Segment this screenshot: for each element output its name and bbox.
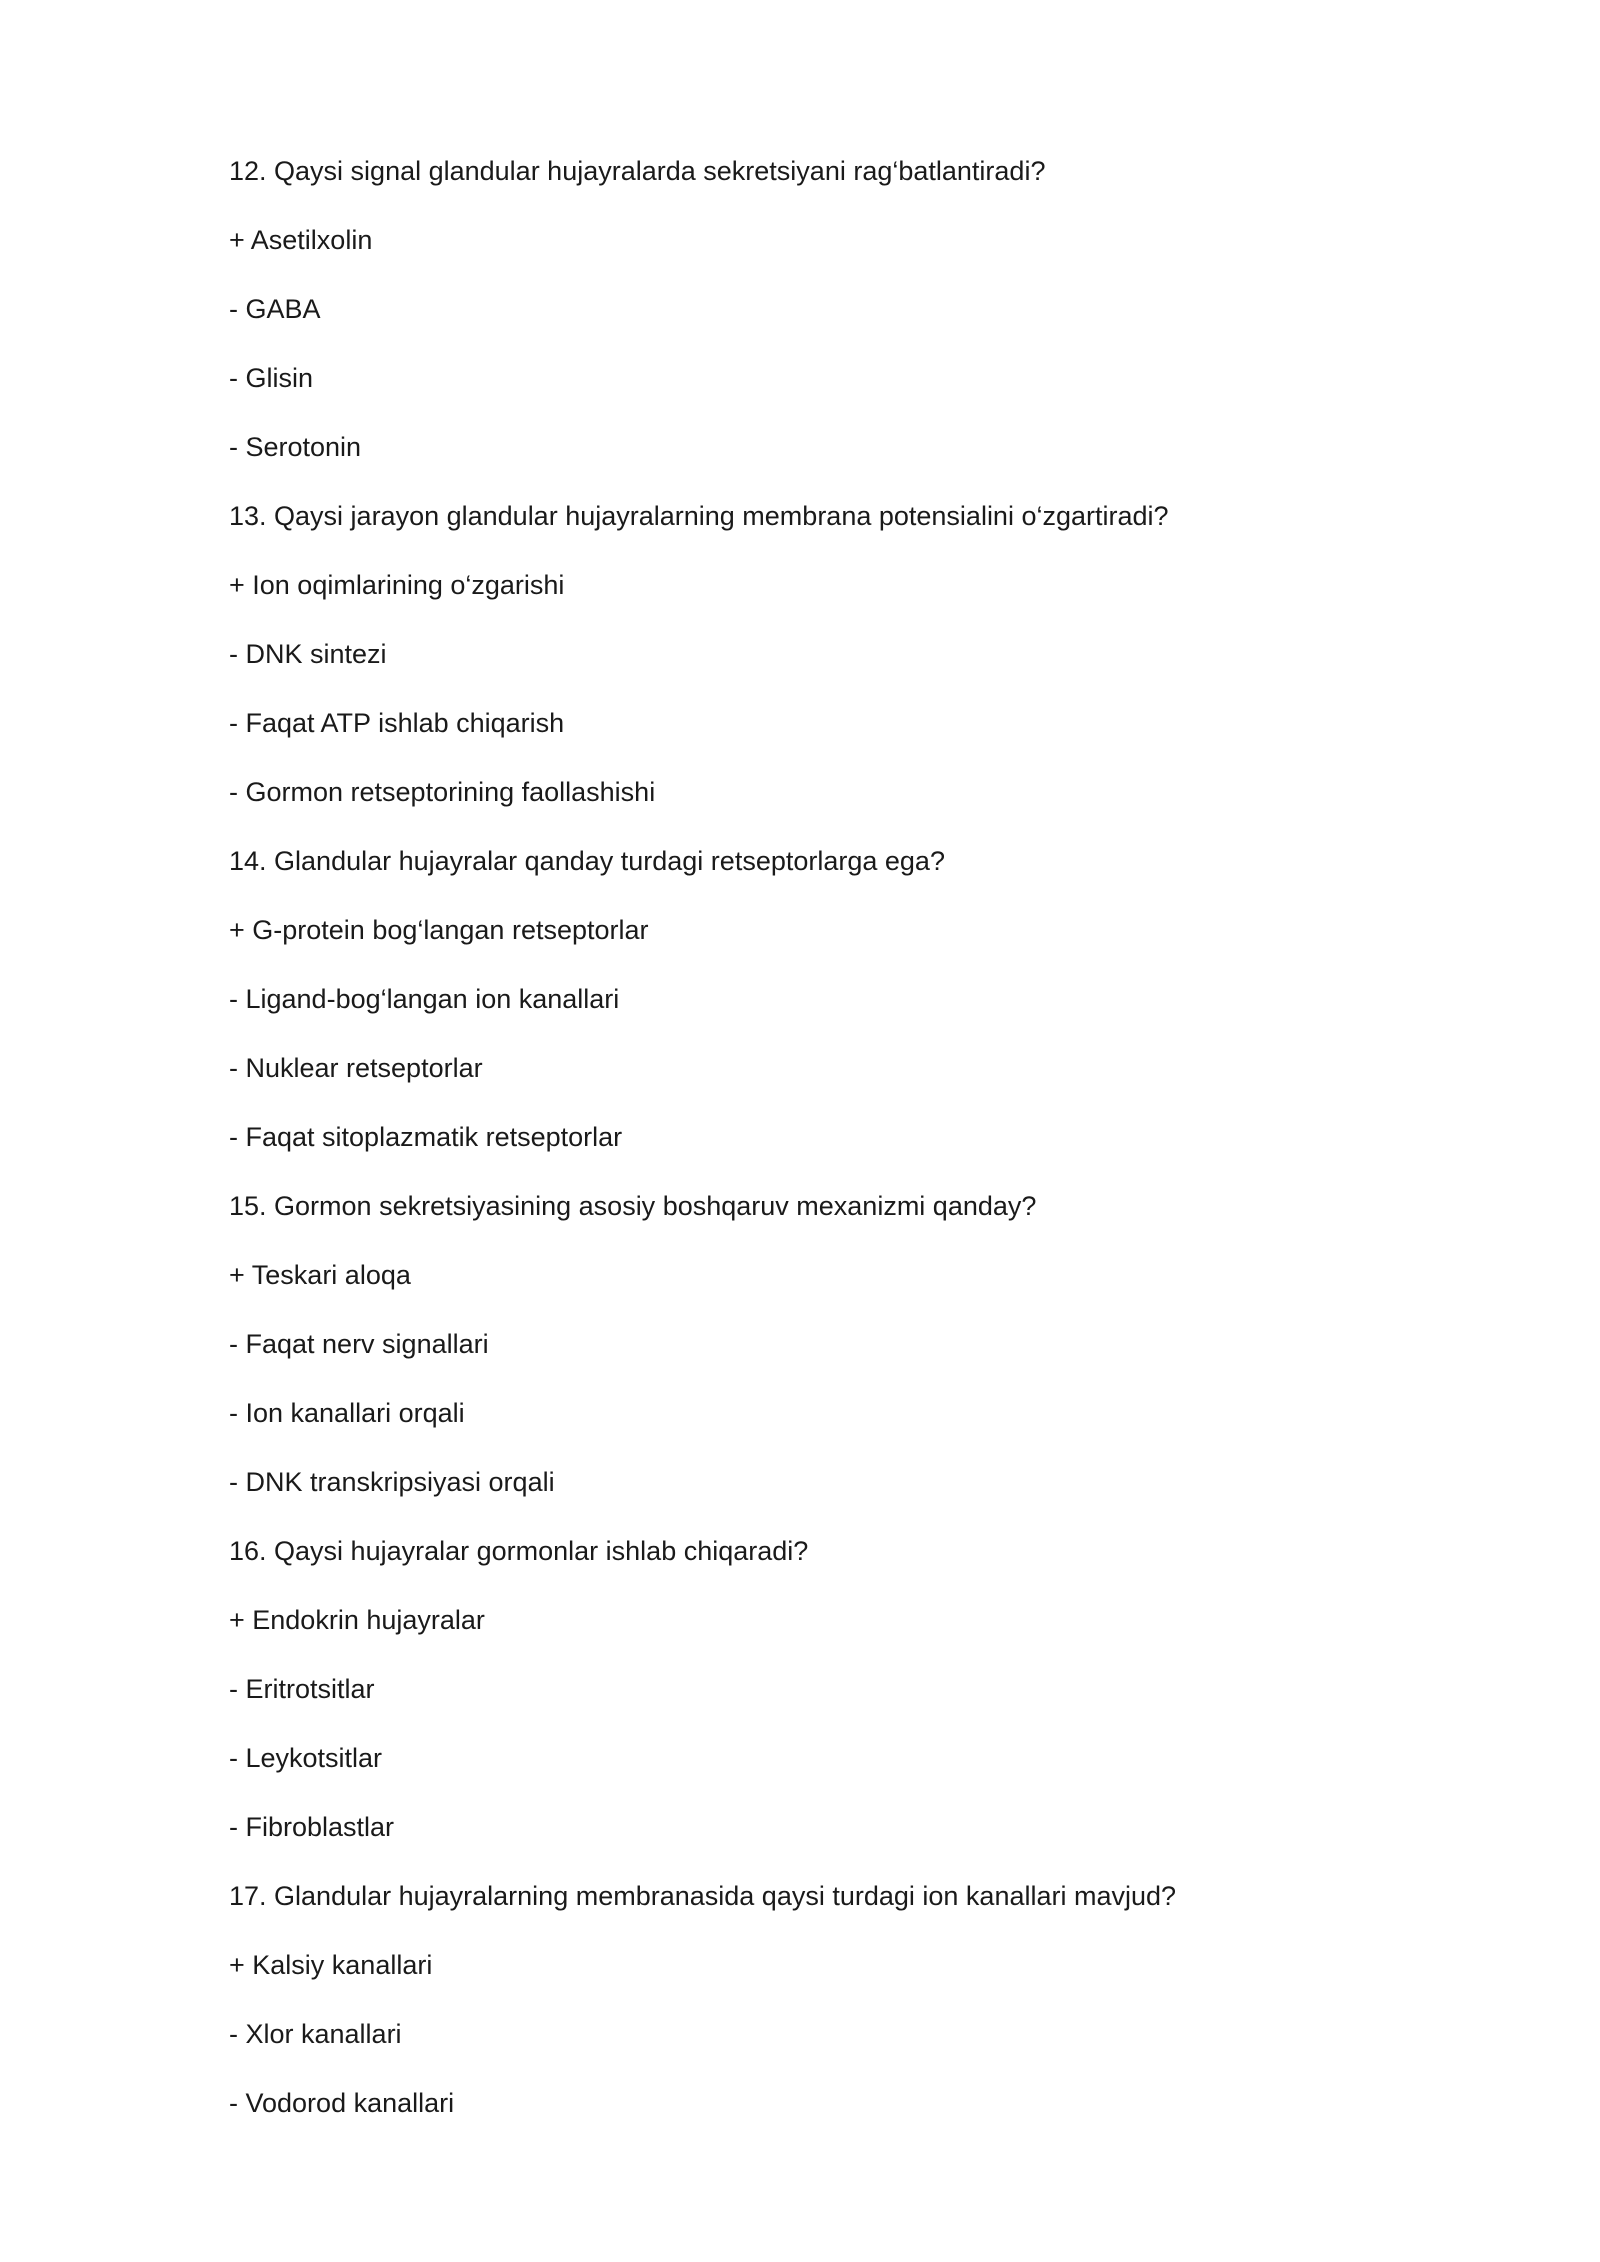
answer-correct: + Teskari aloqa [229, 1260, 411, 1290]
answer-option: - Serotonin [229, 432, 362, 462]
question-17: 17. Glandular hujayralarning membranasida qaysi turdagi ion kanallari mavjud? [229, 1881, 1177, 1911]
question-14: 14. Glandular hujayralar qanday turdagi retseptorlarga ega? [229, 846, 945, 876]
answer-option: - Faqat sitoplazmatik retseptorlar [229, 1122, 623, 1152]
question-13: 13. Qaysi jarayon glandular hujayralarning membrana potensialini o‘zgartiradi? [229, 501, 1169, 531]
answer-option: - Nuklear retseptorlar [229, 1053, 483, 1083]
answer-option: - Leykotsitlar [229, 1743, 383, 1773]
answer-option: - DNK transkripsiyasi orqali [229, 1467, 555, 1497]
answer-option: - Faqat nerv signallari [229, 1329, 489, 1359]
answer-option: - Xlor kanallari [229, 2019, 402, 2049]
answer-option: - Ion kanallari orqali [229, 1398, 465, 1428]
answer-option: - Glisin [229, 363, 314, 393]
answer-correct: + Ion oqimlarining o‘zgarishi [229, 570, 565, 600]
question-15: 15. Gormon sekretsiyasining asosiy boshqaruv mexanizmi qanday? [229, 1191, 1037, 1221]
answer-option: - DNK sintezi [229, 639, 387, 669]
answer-correct: + Endokrin hujayralar [229, 1605, 485, 1635]
answer-correct: + G-protein bog‘langan retseptorlar [229, 915, 649, 945]
answer-option: - Fibroblastlar [229, 1812, 395, 1842]
answer-correct: + Asetilxolin [229, 225, 373, 255]
answer-option: - Ligand-bog‘langan ion kanallari [229, 984, 620, 1014]
answer-option: - Faqat ATP ishlab chiqarish [229, 708, 565, 738]
answer-correct: + Kalsiy kanallari [229, 1950, 433, 1980]
answer-option: - Gormon retseptorining faollashishi [229, 777, 656, 807]
answer-option: - Eritrotsitlar [229, 1674, 375, 1704]
answer-option: - Vodorod kanallari [229, 2088, 455, 2118]
answer-option: - GABA [229, 294, 321, 324]
question-16: 16. Qaysi hujayralar gormonlar ishlab chiqaradi? [229, 1536, 809, 1566]
question-12: 12. Qaysi signal glandular hujayralarda sekretsiyani rag‘batlantiradi? [229, 156, 1046, 186]
